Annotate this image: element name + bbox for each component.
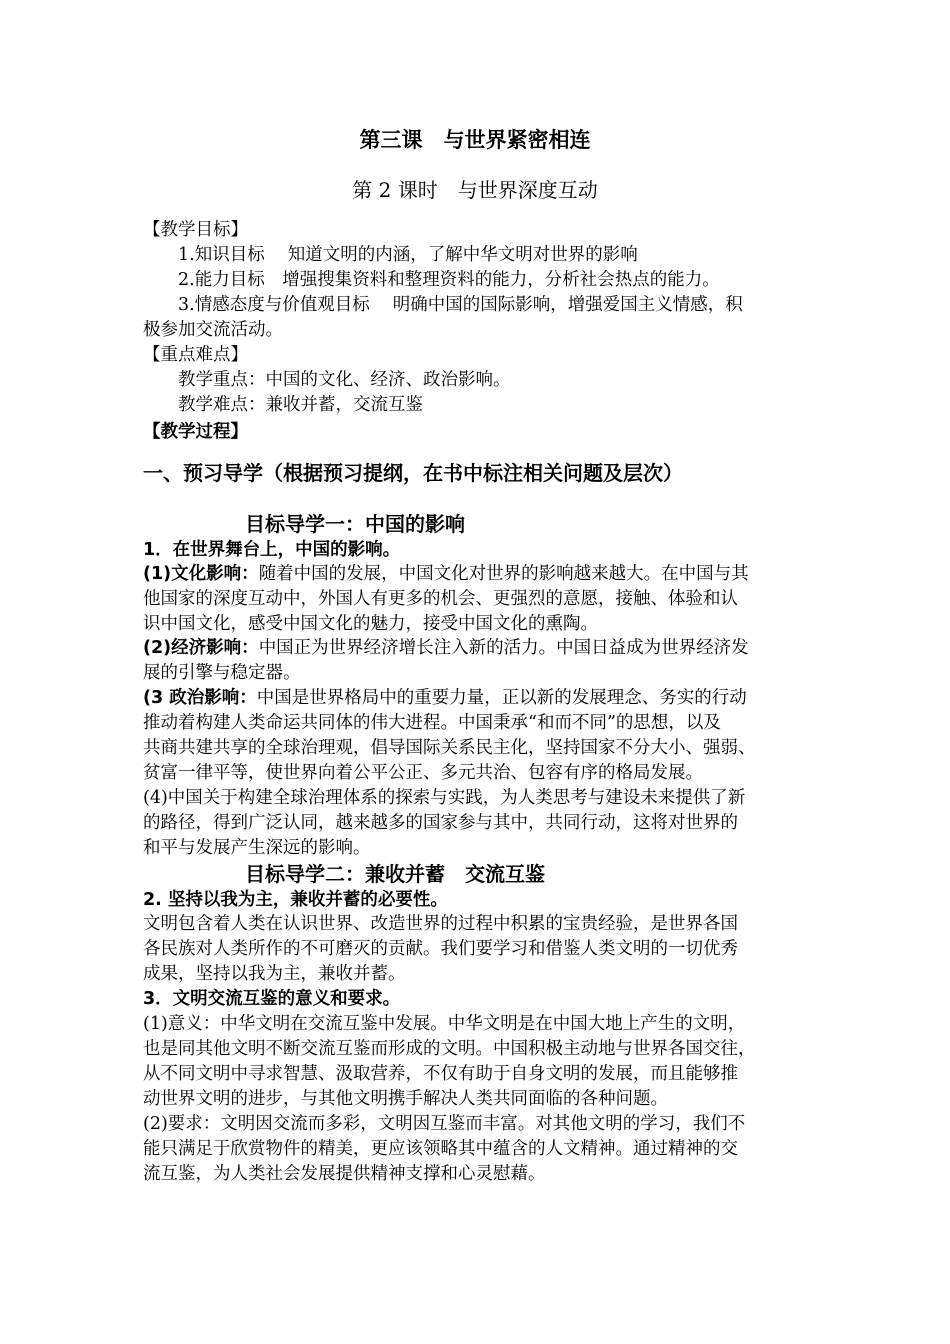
q2-text: 文明包含着人类在认识世界、改造世界的过程中积累的宝贵经验，是世界各国: [143, 914, 738, 934]
governance-text: 和平与发展产生深远的影响。: [143, 838, 371, 858]
politics-text: 推动着构建人类命运共同体的伟大进程。中国秉承“和而不同”的思想，以及: [143, 713, 721, 733]
objective-item: 1.知识目标 知道文明的内涵，了解中华文明对世界的影响: [178, 245, 638, 265]
question-3: 3．文明交流互鉴的意义和要求。: [143, 989, 401, 1009]
objective-item-continued: 极参加交流活动。: [143, 320, 283, 340]
requirement-text: 能只满足于欣赏物件的精美，更应该领略其中蕴含的人文精神。通过精神的交: [143, 1139, 738, 1159]
economy-line: [143, 636, 749, 660]
culture-text: 识中国文化，感受中国文化的魅力，接受中国文化的熏陶。: [143, 614, 598, 634]
politics-text: 贫富一律平等，使世界向着公平公正、多元共治、包容有序的格局发展。: [143, 763, 703, 783]
meaning-text: (1)意义：中华文明在交流互鉴中发展。中华文明是在中国大地上产生的文明，: [143, 1014, 746, 1034]
meaning-text: 也是同其他文明不断交流互鉴而形成的文明。中国积极主动地与世界各国交往，: [143, 1039, 756, 1059]
objectives-heading: 【教学目标】: [143, 220, 248, 240]
requirement-text: (2)要求：文明因交流而多彩，文明因互鉴而丰富。对其他文明的学习，我们不: [143, 1114, 746, 1134]
teaching-difficulty: 教学难点：兼收并蓄，交流互鉴: [178, 395, 423, 415]
guide1-heading: 目标导学一：中国的影响: [245, 512, 465, 536]
lesson-subtitle: 第 2 课时 与世界深度互动: [352, 178, 598, 202]
q2-text: 各民族对人类所作的不可磨灭的贡献。我们要学习和借鉴人类文明的一切优秀: [143, 939, 738, 959]
politics-line: [143, 686, 747, 710]
culture-text: 随着中国的发展，中国文化对世界的影响越来越大。在中国与其: [258, 564, 749, 584]
culture-line: [143, 562, 749, 586]
objective-item: 2.能力目标 增强搜集资料和整理资料的能力，分析社会热点的能力。: [178, 270, 720, 290]
economy-text: 中国正为世界经济增长注入新的活力。中国日益成为世界经济发: [258, 638, 749, 658]
q2-text: 成果，坚持以我为主，兼收并蓄。: [143, 964, 406, 984]
meaning-text: 从不同文明中寻求智慧、汲取营养，不仅有助于自身文明的发展，而且能够推: [143, 1064, 738, 1084]
economy-text: 展的引擎与稳定器。: [143, 663, 301, 683]
guide2-heading: 目标导学二：兼收并蓄 交流互鉴: [245, 862, 545, 886]
teaching-focus: 教学重点：中国的文化、经济、政治影响。: [178, 370, 511, 390]
lesson-title: 第三课 与世界紧密相连: [359, 128, 591, 152]
requirement-text: 流互鉴，为人类社会发展提供精神支撑和心灵慰藉。: [143, 1164, 546, 1184]
culture-text: 他国家的深度互动中，外国人有更多的机会、更强烈的意愿，接触、体验和认: [143, 589, 738, 609]
politics-text: 中国是世界格局中的重要力量，正以新的发展理念、务实的行动: [256, 688, 747, 708]
governance-text: (4)中国关于构建全球治理体系的探索与实践，为人类思考与建设未来提供了新: [143, 788, 746, 808]
politics-text: 共商共建共享的全球治理观，倡导国际关系民主化，坚持国家不分大小、强弱、: [143, 738, 756, 758]
process-heading: 【教学过程】: [143, 422, 248, 442]
governance-text: 的路径，得到广泛认同，越来越多的国家参与其中，共同行动，这将对世界的: [143, 813, 738, 833]
question-1: 1．在世界舞台上，中国的影响。: [143, 540, 401, 560]
economy-label: (2)经济影响：: [143, 638, 259, 658]
section-heading: 一、预习导学（根据预习提纲，在书中标注相关问题及层次）: [143, 461, 683, 485]
key-points-heading: 【重点难点】: [143, 345, 248, 365]
objective-item: 3.情感态度与价值观目标 明确中国的国际影响，增强爱国主义情感，积: [178, 295, 743, 315]
question-2: 2. 坚持以我为主，兼收并蓄的必要性。: [143, 890, 448, 910]
meaning-text: 动世界文明的进步，与其他文明携手解决人类共同面临的各种问题。: [143, 1089, 668, 1109]
culture-label: (1)文化影响：: [143, 564, 259, 584]
politics-label: (3 政治影响：: [143, 688, 257, 708]
